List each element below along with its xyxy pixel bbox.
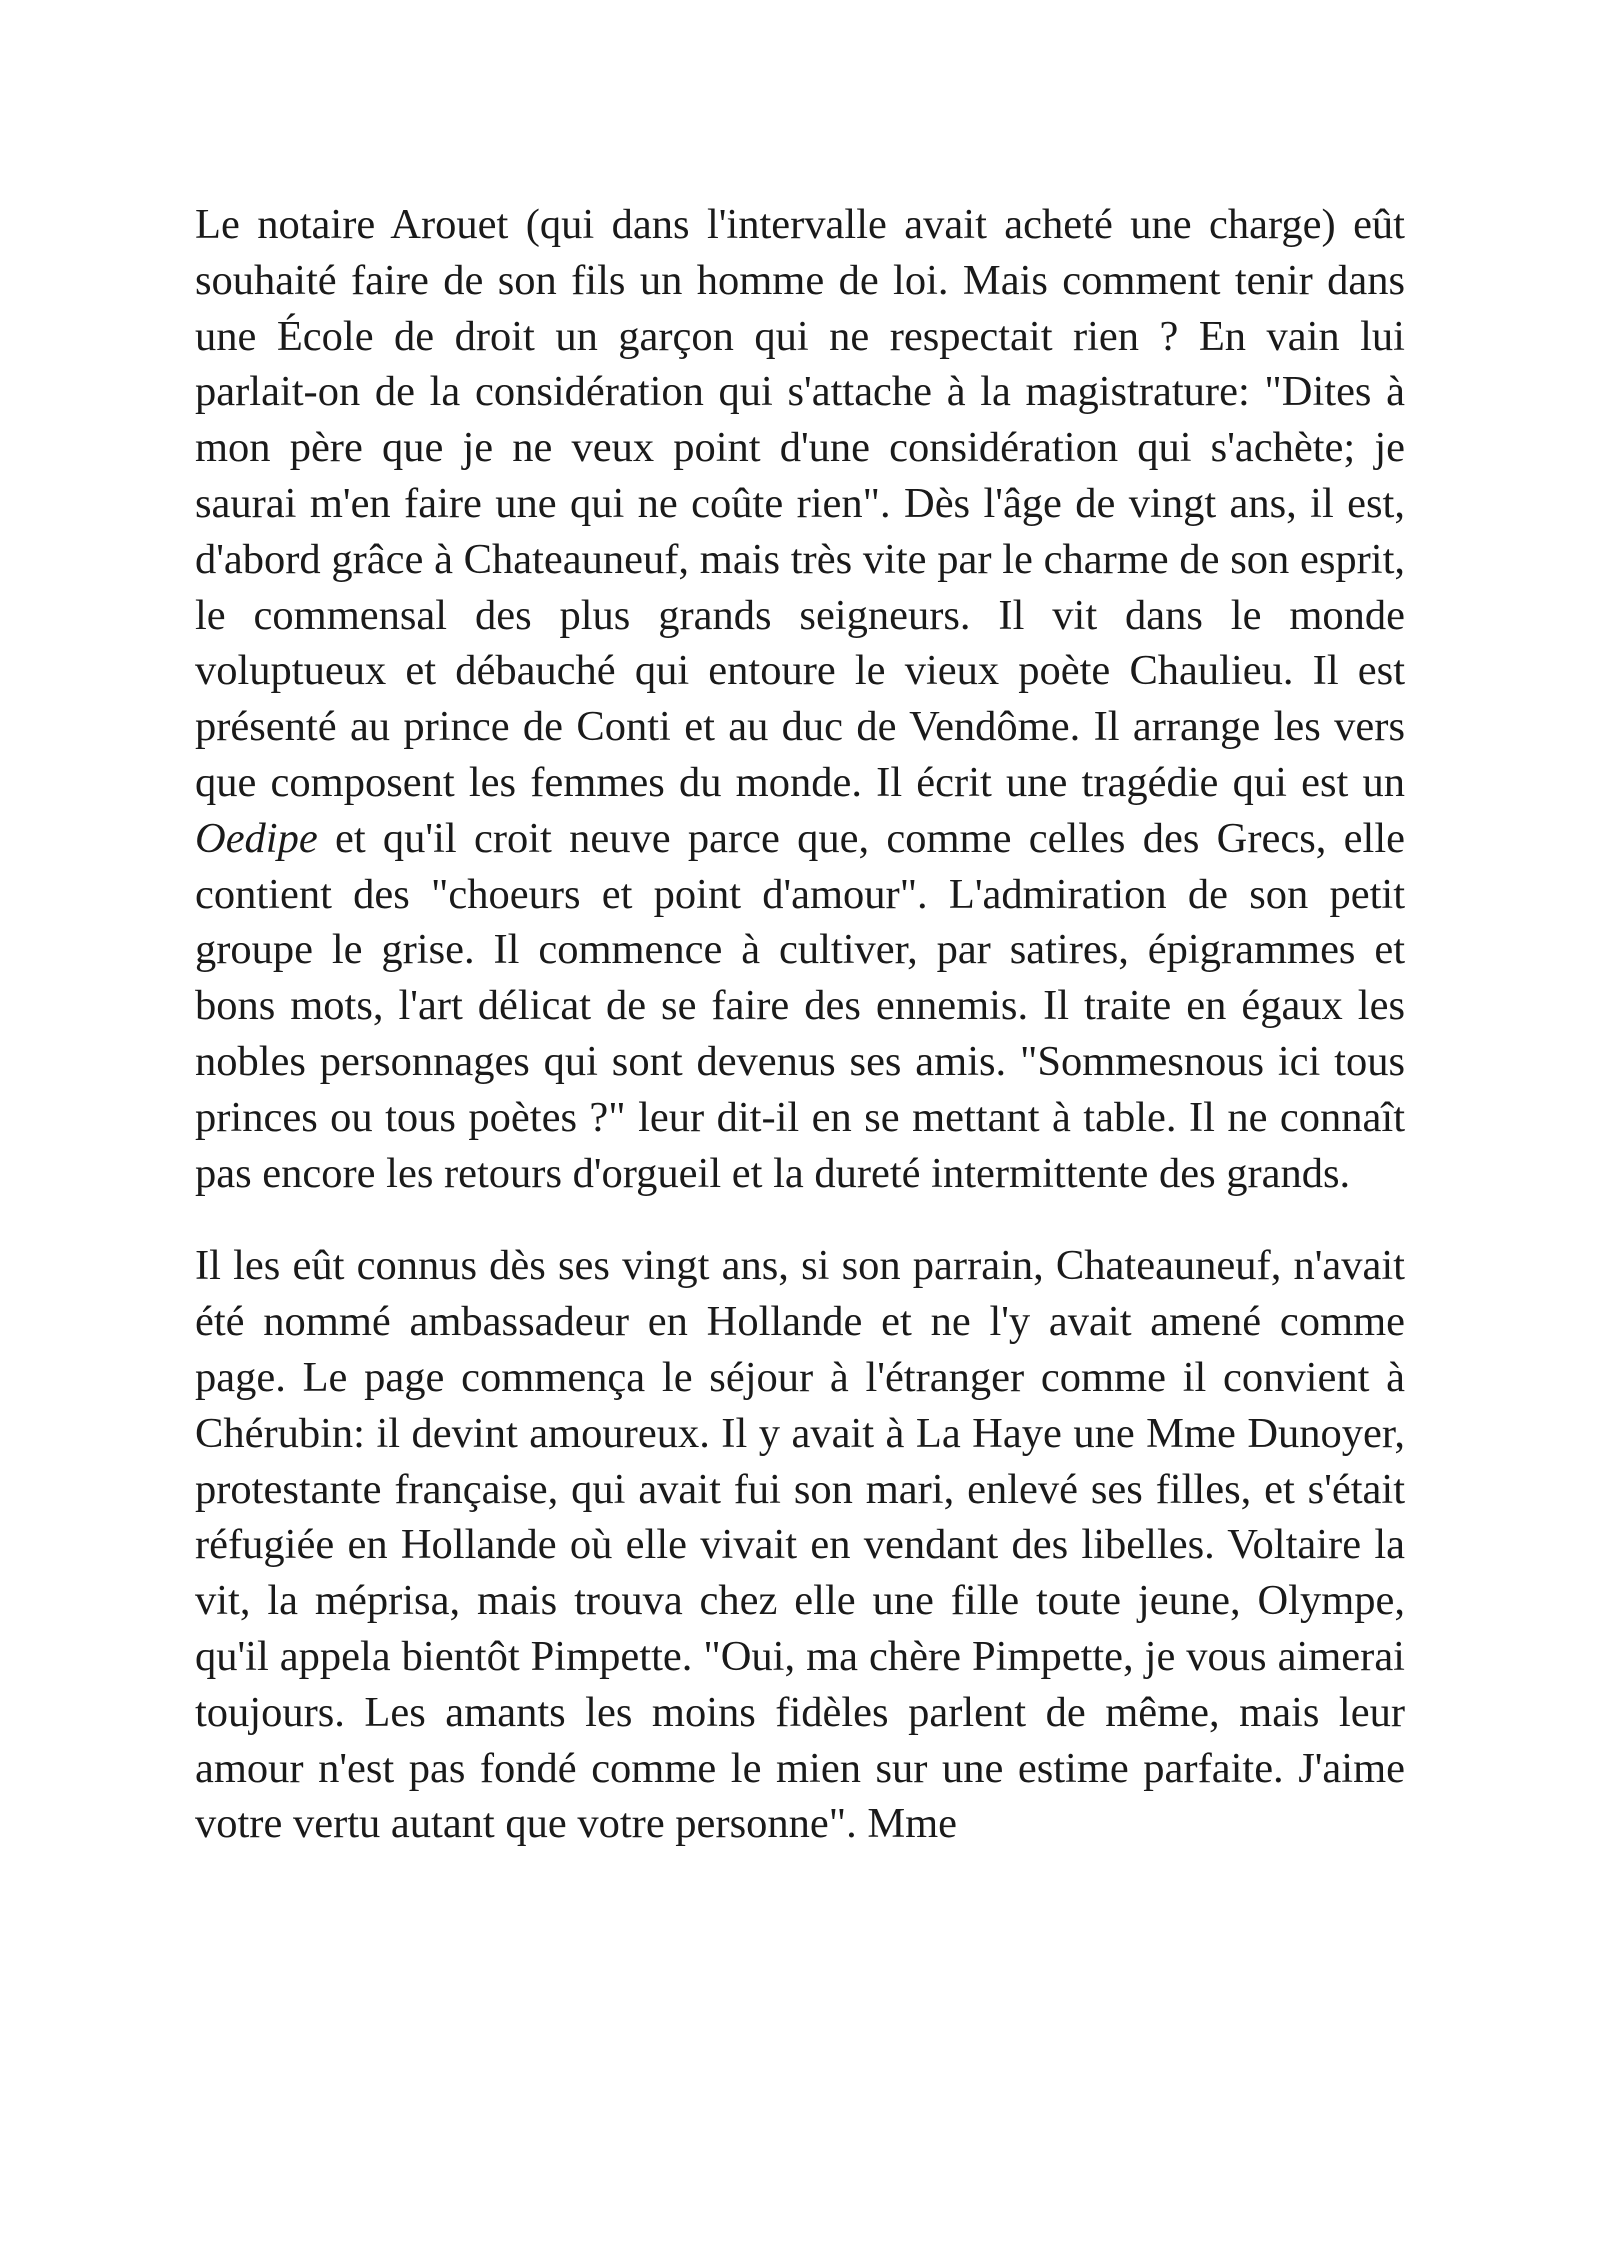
work-title-oedipe: Oedipe (195, 814, 318, 862)
body-text (195, 197, 1405, 1852)
paragraph-1-text-end: et qu'il croit neuve parce que, comme celles des Grecs, elle contient des "choeurs et point d'amour". L'admiration de son petit groupe le grise. Il commence à cultiver, par satires, épigrammes et bons mots, l'art délicat de se faire des ennemis. Il traite en égaux les nobles personnages qui sont devenus ses amis. "Sommesnous ici tous princes ou tous poètes ?" leur dit-il en se mettant à table. Il ne connaît pas encore les retours d'orgueil et la dureté intermittente des grands. (195, 814, 1405, 1197)
paragraph-1 (195, 197, 1405, 1201)
paragraph-1-text-start: Le notaire Arouet (qui dans l'intervalle avait acheté une charge) eût souhaité faire de son fils un homme de loi. Mais comment tenir dans une École de droit un garçon qui ne respectait rien ? En vain lui parlait-on de la considération qui s'attache à la magistrature: "Dites à mon père que je ne veux point d'une considération qui s'achète; je saurai m'en faire une qui ne coûte rien". Dès l'âge de vingt ans, il est, d'abord grâce à Chateauneuf, mais très vite par le charme de son esprit, le commensal des plus grands seigneurs. Il vit dans le monde voluptueux et débauché qui entoure le vieux poète Chaulieu. Il est présenté au prince de Conti et au duc de Vendôme. Il arrange les vers que composent les femmes du monde. Il écrit une tragédie qui est un (195, 201, 1405, 806)
paragraph-2: Il les eût connus dès ses vingt ans, si son parrain, Chateauneuf, n'avait été nommé ambassadeur en Hollande et ne l'y avait amené comme page. Le page commença le séjour à l'étranger comme il convient à Chérubin: il devint amoureux. Il y avait à La Haye une Mme Dunoyer, protestante française, qui avait fui son mari, enlevé ses filles, et s'était réfugiée en Hollande où elle vivait en vendant des libelles. Voltaire la vit, la méprisa, mais trouva chez elle une fille toute jeune, Olympe, qu'il appela bientôt Pimpette. "Oui, ma chère Pimpette, je vous aimerai toujours. Les amants les moins fidèles parlent de même, mais leur amour n'est pas fondé comme le mien sur une estime parfaite. J'aime votre vertu autant que votre personne". Mme (195, 1242, 1405, 1848)
